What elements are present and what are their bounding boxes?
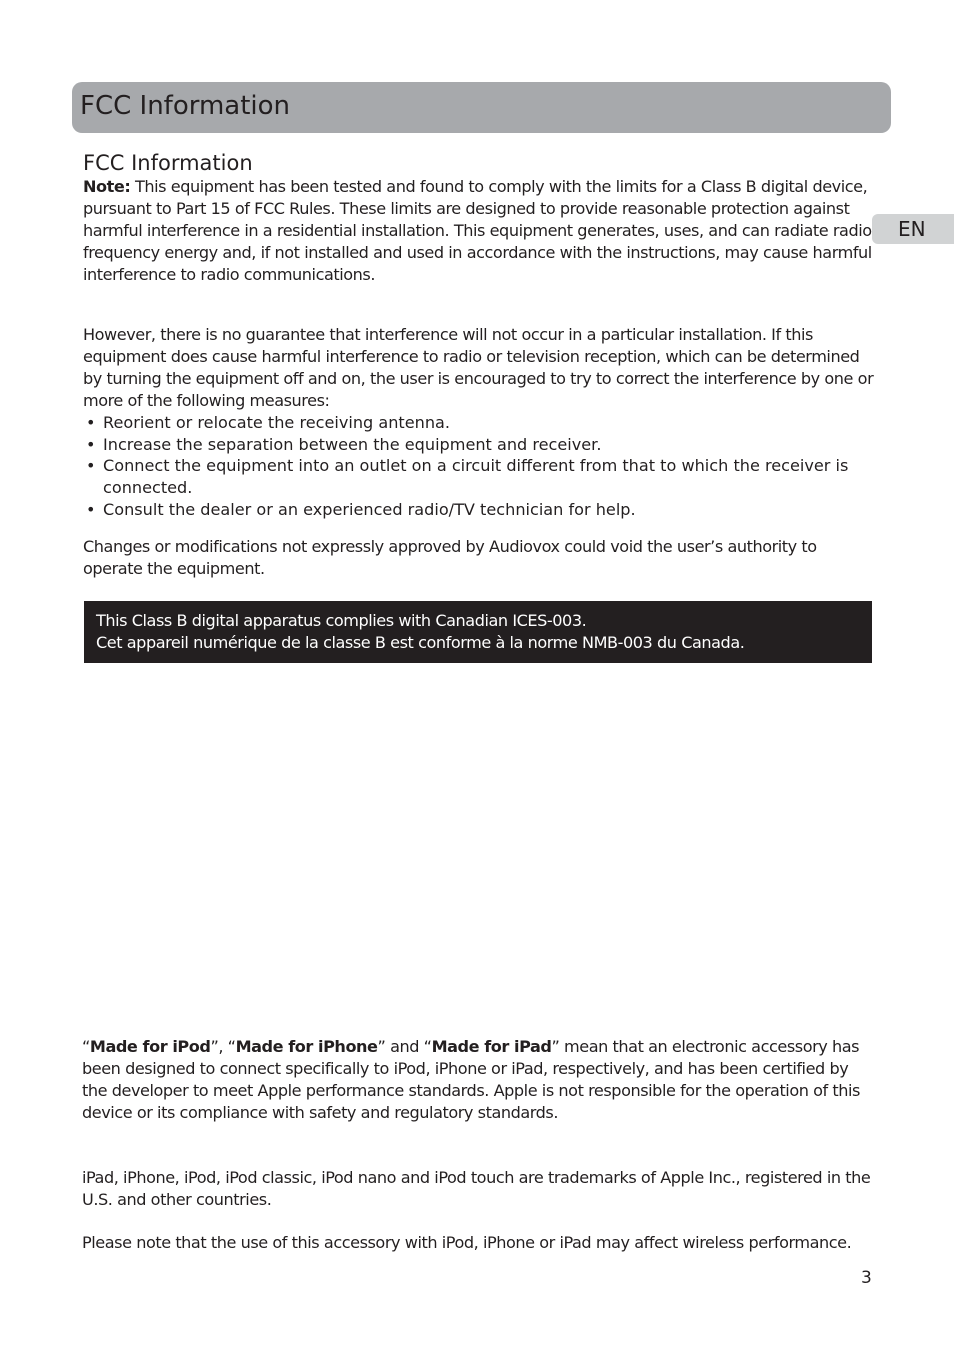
quote-mark: “: [82, 1037, 90, 1056]
header-bar: [72, 82, 891, 133]
canada-notice-french: Cet appareil numérique de la classe B est conforme à la norme NMB-003 du Canada.: [96, 633, 745, 652]
trademarks-text: iPad, iPhone, iPod, iPod classic, iPod nano and iPod touch are trademarks of Apple Inc., registered in the U.S. and other countries.: [82, 1168, 871, 1209]
quote-separator: ”, “: [210, 1037, 236, 1056]
fcc-note-paragraph: [83, 176, 875, 286]
language-tab-label: EN: [898, 217, 926, 241]
quote-separator: ” and “: [377, 1037, 432, 1056]
wireless-text: Please note that the use of this accessory with iPod, iPhone or iPad may affect wireless performance.: [82, 1233, 852, 1252]
page-number: 3: [861, 1268, 872, 1288]
wireless-paragraph: [82, 1232, 874, 1254]
made-for-text: ” mean that an electronic accessory has been designed to connect specifically to iPod, iPhone or iPad, respectively, and has been certified by the developer to meet Apple performance standards. Apple is not responsible for the operation of this device or its compliance with safety and regulatory standards.: [82, 1037, 860, 1122]
made-for-iphone-label: Made for iPhone: [235, 1037, 378, 1056]
note-text: This equipment has been tested and found to comply with the limits for a Class B digital device, pursuant to Part 15 of FCC Rules. These limits are designed to provide reasonable protection against harmful interference in a residential installation. This equipment generates, uses, and can radiate radio frequency energy and, if not installed and used in accordance with the instructions, may cause harmful interference to radio communications.: [83, 177, 872, 284]
list-item: • Consult the dealer or an experienced radio/TV technician for help.: [83, 499, 875, 521]
list-item: • Connect the equipment into an outlet on a circuit different from that to which the receiver is connected.: [83, 455, 875, 499]
trademarks-paragraph: [82, 1167, 874, 1211]
made-for-ipod-label: Made for iPod: [89, 1037, 211, 1056]
changes-text: Changes or modifications not expressly approved by Audiovox could void the user’s authority to operate the equipment.: [83, 537, 817, 578]
page-title: FCC Information: [80, 91, 291, 121]
section-heading: FCC Information: [83, 151, 253, 175]
canada-notice-box: [84, 601, 872, 663]
list-item: • Reorient or relocate the receiving antenna.: [83, 412, 875, 434]
made-for-apple-paragraph: [82, 1036, 874, 1124]
measures-list: [83, 412, 875, 522]
fcc-guarantee-section: [83, 324, 875, 521]
changes-paragraph: [83, 536, 875, 580]
canada-notice-english: This Class B digital apparatus complies with Canadian ICES-003.: [96, 611, 587, 630]
made-for-ipad-label: Made for iPad: [431, 1037, 552, 1056]
guarantee-paragraph: However, there is no guarantee that interference will not occur in a particular installation. If this equipment does cause harmful interference to radio or television reception, which can be determined by turning the equipment off and on, the user is encouraged to try to correct the interference by one or more of the following measures:: [83, 325, 874, 410]
note-label: Note:: [83, 177, 131, 196]
language-tab: [872, 214, 954, 244]
list-item: • Increase the separation between the equipment and receiver.: [83, 434, 875, 456]
